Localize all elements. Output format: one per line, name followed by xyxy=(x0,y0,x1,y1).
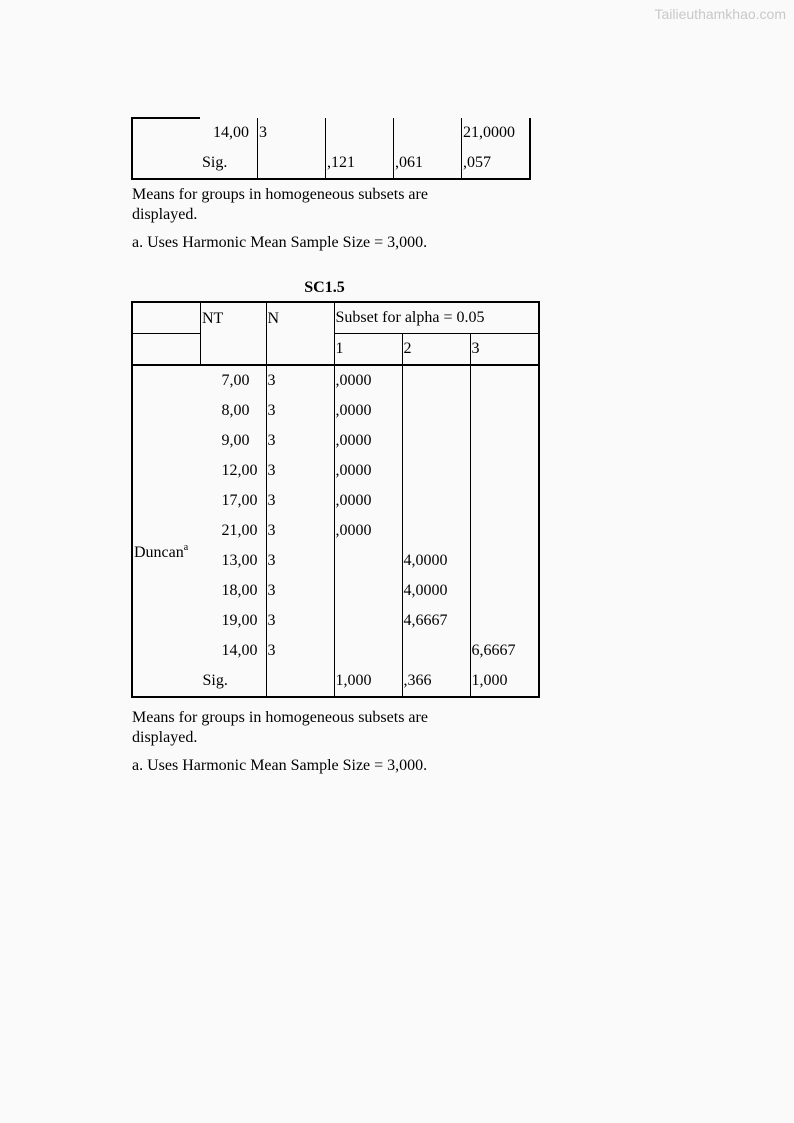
header-col2: 2 xyxy=(402,334,470,366)
nt-cell: 14,00 xyxy=(213,124,249,141)
subset3-cell: 6,6667 xyxy=(470,636,539,666)
n-cell: 3 xyxy=(266,426,334,456)
subset3-cell xyxy=(470,365,539,396)
header-blank xyxy=(132,334,201,366)
nt-cell: 7,00 xyxy=(221,372,250,389)
subset3-cell xyxy=(470,426,539,456)
subset2-cell xyxy=(394,118,462,148)
subset1-cell xyxy=(326,118,394,148)
n-cell: 3 xyxy=(266,606,334,636)
nt-cell: 18,00 xyxy=(221,582,258,599)
subset2-cell: ,366 xyxy=(402,666,470,697)
n-cell: 3 xyxy=(266,546,334,576)
subset2-cell xyxy=(402,396,470,426)
note-harmonic: a. Uses Harmonic Mean Sample Size = 3,000. xyxy=(132,234,428,251)
n-cell: 3 xyxy=(258,118,326,148)
header-blank xyxy=(132,302,201,334)
nt-cell: 17,00 xyxy=(221,492,258,509)
subset2-cell xyxy=(402,365,470,396)
watermark: Tailieuthamkhao.com xyxy=(654,6,786,22)
note-line: displayed. xyxy=(132,729,198,746)
note-line: Means for groups in homogeneous subsets are xyxy=(132,709,428,726)
subset1-cell xyxy=(334,576,402,606)
subset1-cell xyxy=(334,636,402,666)
method-label: Duncan xyxy=(134,544,184,561)
n-cell xyxy=(266,666,334,697)
method-cell xyxy=(132,118,200,179)
nt-cell: 14,00 xyxy=(221,642,258,659)
bottom-footnote xyxy=(132,708,428,776)
nt-cell: 21,00 xyxy=(221,522,258,539)
n-cell: 3 xyxy=(266,576,334,606)
n-cell: 3 xyxy=(266,456,334,486)
n-cell: 3 xyxy=(266,516,334,546)
subset2-cell: 4,0000 xyxy=(402,546,470,576)
method-cell xyxy=(132,365,201,697)
subset3-cell xyxy=(470,546,539,576)
subset2-cell xyxy=(402,486,470,516)
subset1-cell xyxy=(334,546,402,576)
subset2-cell xyxy=(402,456,470,486)
nt-cell: Sig. xyxy=(201,666,267,697)
note-harmonic: a. Uses Harmonic Mean Sample Size = 3,000. xyxy=(132,757,428,774)
nt-cell: 13,00 xyxy=(221,552,258,569)
header-row xyxy=(132,334,539,366)
table-row xyxy=(132,365,539,396)
subset3-cell xyxy=(470,456,539,486)
n-cell: 3 xyxy=(266,636,334,666)
subset3-cell xyxy=(470,576,539,606)
subset3-cell xyxy=(470,486,539,516)
n-cell: 3 xyxy=(266,486,334,516)
duncan-table xyxy=(131,301,540,698)
header-n: N xyxy=(266,302,334,365)
nt-cell: 9,00 xyxy=(221,432,250,449)
n-cell: 3 xyxy=(266,365,334,396)
subset2-cell: 4,0000 xyxy=(402,576,470,606)
table-title: SC1.5 xyxy=(304,279,345,296)
nt-cell: 12,00 xyxy=(221,462,258,479)
nt-cell: 8,00 xyxy=(221,402,250,419)
subset2-cell xyxy=(402,426,470,456)
subset1-cell: ,0000 xyxy=(334,486,402,516)
subset3-cell: 1,000 xyxy=(470,666,539,697)
header-subset: Subset for alpha = 0.05 xyxy=(334,302,539,334)
subset3-cell xyxy=(470,606,539,636)
note-line: Means for groups in homogeneous subsets are xyxy=(132,186,428,203)
n-cell: 3 xyxy=(266,396,334,426)
table-row xyxy=(132,118,530,148)
top-partial-table xyxy=(131,117,531,180)
top-footnote xyxy=(132,185,428,253)
subset1-cell: ,0000 xyxy=(334,365,402,396)
header-row xyxy=(132,302,539,334)
subset3-cell: ,057 xyxy=(462,148,531,179)
subset3-cell: 21,0000 xyxy=(462,118,531,148)
subset1-cell: 1,000 xyxy=(334,666,402,697)
header-col3: 3 xyxy=(470,334,539,366)
n-cell xyxy=(258,148,326,179)
nt-cell: 19,00 xyxy=(221,612,258,629)
note-line: displayed. xyxy=(132,206,198,223)
subset3-cell xyxy=(470,516,539,546)
subset1-cell: ,0000 xyxy=(334,456,402,486)
subset2-cell: ,061 xyxy=(394,148,462,179)
subset1-cell xyxy=(334,606,402,636)
subset1-cell: ,121 xyxy=(326,148,394,179)
method-superscript: a xyxy=(183,542,189,553)
header-col1: 1 xyxy=(334,334,402,366)
subset1-cell: ,0000 xyxy=(334,396,402,426)
subset2-cell xyxy=(402,516,470,546)
subset1-cell: ,0000 xyxy=(334,516,402,546)
subset2-cell: 4,6667 xyxy=(402,606,470,636)
nt-cell: Sig. xyxy=(200,148,258,179)
header-nt: NT xyxy=(201,302,267,365)
subset3-cell xyxy=(470,396,539,426)
subset2-cell xyxy=(402,636,470,666)
subset1-cell: ,0000 xyxy=(334,426,402,456)
